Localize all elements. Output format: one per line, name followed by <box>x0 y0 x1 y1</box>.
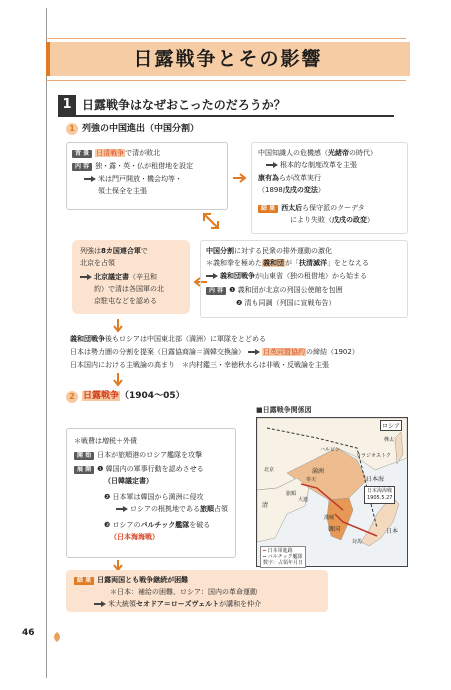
result-line3 <box>94 599 261 609</box>
term-baltic-fleet: バルチック艦隊 <box>140 521 190 529</box>
map-seoul-label: 漢城 <box>324 515 335 521</box>
boxD-t: に対する民衆の排外運動の激化 <box>234 247 332 255</box>
map-battle-box <box>364 486 395 504</box>
boxB-t: の時代） <box>349 149 377 157</box>
sub2-years: （1904～05） <box>120 391 185 401</box>
term-kang-youwei: 康有為 <box>258 174 279 182</box>
boxB-line6 <box>290 215 374 225</box>
map-vladivostok-label: ウラジオストク <box>356 453 391 459</box>
map-legend-2: ┅ バルチック艦隊 <box>263 554 303 560</box>
boxA-line1 <box>72 148 160 158</box>
tag-result: 結 果 <box>258 205 278 213</box>
term-fuqing: 扶清滅洋 <box>299 259 327 267</box>
war-t: ロシアの根拠地である <box>130 505 200 513</box>
page-number: 46 <box>22 628 35 638</box>
result-t: 米大統領 <box>108 600 136 608</box>
war-t: を破る <box>189 521 211 529</box>
term-boxer-protocol: 北京議定書 <box>94 273 129 281</box>
map-port-arthur-label: 旅順 <box>286 491 297 497</box>
boxC-line3 <box>80 272 157 282</box>
map-japan-label: 日本 <box>386 528 399 535</box>
after-t: の締結（1902） <box>306 348 359 356</box>
boxD-line5: ❷ 清も同調（列国に宣戦布告） <box>236 299 336 307</box>
map-beijing-label: 北京 <box>264 467 275 473</box>
page-top-line <box>46 38 406 39</box>
map-battle-date: 1905.5.27 <box>367 495 393 501</box>
tag-start: 開 始 <box>74 452 94 460</box>
map-qing-label: 清 <box>262 502 269 509</box>
after-line2 <box>70 347 359 357</box>
boxA-text3: 米は門戸開放・機会均等・ <box>98 175 182 183</box>
leaf-icon <box>52 628 62 640</box>
boxC-line1 <box>80 246 148 256</box>
map-legend-1: ━ 日本軍進路 <box>263 548 293 554</box>
page-frame <box>46 8 47 678</box>
map-karafuto-label: 樺太 <box>384 437 395 443</box>
result-t: が講和を仲介 <box>219 600 262 608</box>
tag-background: 背 景 <box>72 150 92 158</box>
term-partition: 中国分割 <box>206 247 234 255</box>
boxA-text: で清が敗北 <box>125 149 161 157</box>
term-sino-japanese-war: 日清戦争 <box>96 149 125 157</box>
boxB-t: ） <box>367 216 374 224</box>
arrow-icon <box>248 349 260 355</box>
page-title: 日露戦争とその影響 <box>133 48 323 70</box>
boxA-line2 <box>72 161 193 171</box>
tag-content: 内 容 <box>206 287 226 295</box>
map-title: ■日露戦争関係図 <box>256 406 312 414</box>
orange-arrow-down-icon <box>112 318 124 332</box>
boxB-t: により失敗（ <box>290 216 332 224</box>
boxC-t: 列強は <box>80 247 101 255</box>
after-t: 後もロシアは中国東北部（満洲）に軍隊をとどめる <box>105 335 266 343</box>
map-manchuria-label: 満洲 <box>312 468 325 475</box>
war-t: 占領 <box>214 505 228 513</box>
result-line2: ＊日本：補給の困難、ロシア：国内の革命運動 <box>110 588 257 596</box>
map-korea-label: 韓国 <box>328 526 341 533</box>
term-boxer-war: 義和団戦争 <box>220 272 255 280</box>
map-dalian-label: 大連 <box>298 497 309 503</box>
term-boxers: 義和団 <box>263 259 284 267</box>
arrow-icon <box>94 601 106 607</box>
term-russo-japanese-war: 日露戦争 <box>83 391 120 401</box>
war-line5: ❷ 日本軍は韓国から満洲に侵攻 <box>104 493 204 501</box>
map-sea-label: 日本海 <box>366 476 385 483</box>
boxD-line2 <box>206 258 369 268</box>
map-battle-title: 日本海海戦 <box>367 488 393 494</box>
boxD-t: ＊義和拳を極めた <box>206 259 262 267</box>
boxC-t: で <box>140 247 148 255</box>
boxB-t: ら保守派のクーデタ <box>302 204 365 212</box>
orange-arrow-right-icon <box>232 168 248 178</box>
arrow-icon <box>80 274 92 280</box>
war-line7 <box>104 520 210 530</box>
sub2-title <box>82 389 185 403</box>
term-port-arthur: 旅順 <box>200 505 214 513</box>
arrow-icon <box>116 506 128 512</box>
boxD-t: ❶ 義和団が北京の列国公使館を包囲 <box>229 286 343 294</box>
boxC-line4: 約）で清は各国軍の北 <box>94 285 164 293</box>
arrow-icon <box>206 273 218 279</box>
map-legend-3: 数字：占領年月日 <box>263 560 304 566</box>
map-legend <box>260 546 306 568</box>
boxB-t: 中国知識人の危機感（ <box>258 149 328 157</box>
boxB-t: ） <box>317 186 325 194</box>
section1-number: 1 <box>58 95 76 115</box>
term-cixi: 西太后 <box>281 204 303 212</box>
boxD-line3 <box>206 271 367 281</box>
after-t: 日本は勢力圏の分割を提案（日露協商論＝満韓交換論） <box>70 348 245 356</box>
boxB-t: 根本的な制度改革を主張 <box>280 161 357 169</box>
war-line2 <box>74 450 202 460</box>
boxD-t: が山東省（独の租借地）から始まる <box>255 272 367 280</box>
term-roosevelt: セオドア＝ローズヴェルト <box>136 600 220 608</box>
boxA-line4: 領土保全を主張 <box>98 187 147 195</box>
boxB-line4 <box>258 185 325 195</box>
orange-arrow-down-icon <box>112 372 124 386</box>
tag-result: 結 果 <box>74 577 94 585</box>
war-line1: ＊戦費は増税＋外債 <box>74 437 137 445</box>
boxD-line4 <box>206 285 343 295</box>
boxB-line2 <box>266 160 357 170</box>
sub2-number: 2 <box>66 391 78 403</box>
boxA-content: 独・露・英・仏が租借地を設定 <box>95 162 194 170</box>
war-line4: （日韓議定書） <box>104 477 153 485</box>
result-line1 <box>74 575 188 585</box>
boxC-line2: 北京を占領 <box>80 259 115 267</box>
boxD-line1 <box>206 246 332 256</box>
war-line6 <box>116 504 228 514</box>
boxB-line1 <box>258 148 377 158</box>
boxB-line3 <box>258 173 321 183</box>
orange-arrow-down-icon <box>112 557 124 569</box>
term-hundred-days: 戊戌の変法 <box>282 186 318 194</box>
arrow-icon <box>266 162 278 168</box>
arrow-icon <box>84 176 96 182</box>
sub1-number: 1 <box>66 123 78 135</box>
war-t: ❸ ロシアの <box>104 521 141 529</box>
legend-text: 日本軍進路 <box>267 548 293 554</box>
map-harbin-label: ハルビン <box>320 447 341 453</box>
term-coup: 戊戌の政変 <box>332 216 367 224</box>
sub1-title: 列強の中国進出（中国分割） <box>82 124 200 134</box>
double-arrow-icon <box>200 210 222 232</box>
map-russia-label: ロシア <box>380 420 402 431</box>
after-line1 <box>70 334 266 344</box>
boxB-line5 <box>258 203 365 213</box>
after-line3: 日本国内における主戦論の高まり ＊内村鑑三・幸徳秋水らは非戦・反戦論を主張 <box>70 361 329 369</box>
boxD-t: 」をとなえる <box>327 259 369 267</box>
boxC-t: （辛丑和 <box>129 273 157 281</box>
term-boxer-war: 義和団戦争 <box>70 335 105 343</box>
title-underline <box>46 80 406 81</box>
result-t: 日露両国とも戦争継続が困難 <box>97 576 189 584</box>
war-t: 日本が旅順港のロシア艦隊を攻撃 <box>97 451 203 459</box>
boxA-line3 <box>84 174 182 184</box>
tag-development: 展 開 <box>74 466 94 474</box>
legend-text: バルチック艦隊 <box>267 554 303 560</box>
map-mukden-label: 奉天 <box>306 477 317 483</box>
map-tsushima-label: 対馬 <box>352 539 363 545</box>
section1-heading: 日露戦争はなぜおこったのだろうか？ <box>82 98 286 112</box>
term-anglo-japanese: 日英同盟協約 <box>263 348 305 356</box>
boxC-line5: 京駐屯などを認める <box>94 297 157 305</box>
war-t: ❶ 韓国内の軍事行動を認めさせる <box>97 465 204 473</box>
war-line3 <box>74 464 204 474</box>
term-guangxu: 光緒帝 <box>328 149 349 157</box>
term-eight-nation: 8カ国連合軍 <box>101 247 141 255</box>
boxB-t: （1898 <box>258 186 283 194</box>
war-line8: （日本海海戦） <box>110 533 159 541</box>
boxB-t: らが改革実行 <box>279 174 321 182</box>
tag-content: 内 容 <box>72 163 92 171</box>
boxD-t: が「 <box>285 259 299 267</box>
